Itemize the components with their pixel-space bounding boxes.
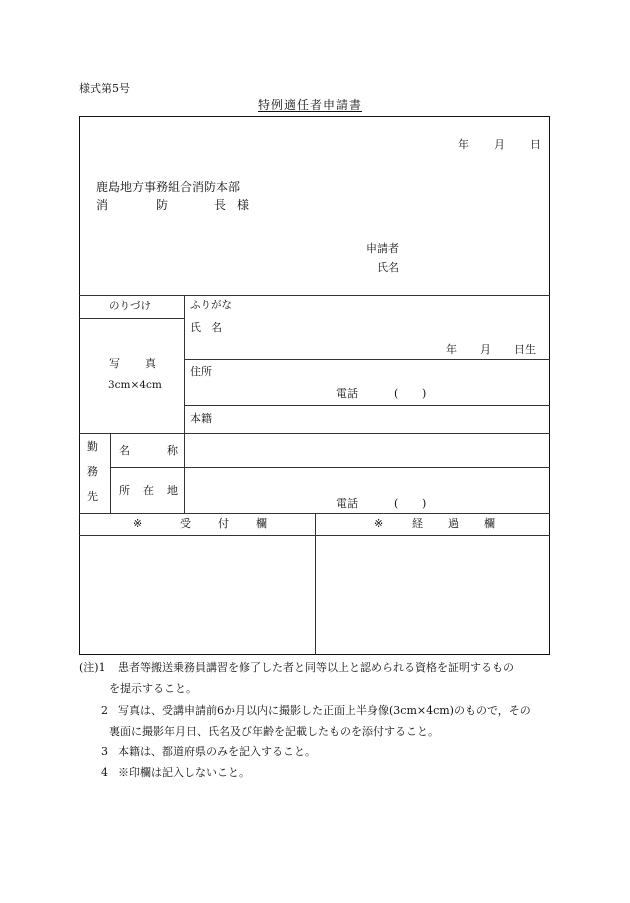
home-phone-label: 電話 — [336, 387, 358, 400]
reception-char-3: 欄 — [256, 517, 267, 530]
form-number: 様式第5号 — [79, 82, 130, 95]
workplace-label-char-3: 先 — [87, 490, 98, 503]
address-label: 住所 — [190, 365, 212, 378]
photo-label-char-2: 真 — [145, 357, 156, 370]
divider-address — [184, 405, 550, 406]
birth-day-label: 日生 — [514, 343, 536, 356]
addressee-char-4: 様 — [237, 198, 250, 212]
date-day-label: 日 — [530, 138, 541, 151]
reception-mark: ※ — [133, 517, 143, 530]
divider-header — [79, 295, 550, 296]
workplace-label-char-2: 務 — [87, 465, 98, 478]
reception-char-2: 付 — [218, 517, 229, 530]
note-4-number: 4 — [101, 766, 108, 779]
divider-office-columns — [315, 513, 316, 655]
work-phone-paren-open: ( — [394, 497, 399, 510]
home-phone-paren-close: ) — [422, 387, 427, 400]
reception-char-1: 受 — [180, 517, 191, 530]
divider-photo-column — [184, 295, 185, 513]
date-year-label: 年 — [458, 138, 469, 151]
page-title: 特例適任者申請書 — [258, 98, 363, 112]
note-3: 本籍は、都道府県のみを記入すること。 — [118, 745, 316, 758]
work-location-label-char-3: 地 — [167, 484, 178, 497]
divider-domicile — [79, 433, 550, 434]
note-1-line-2: を提示すること。 — [109, 682, 197, 695]
note-4: ※印欄は記入しないこと。 — [118, 766, 250, 779]
work-location-label-char-1: 所 — [119, 484, 130, 497]
divider-workplace-label — [110, 433, 111, 513]
progress-char-2: 過 — [448, 517, 459, 530]
work-phone-label: 電話 — [336, 497, 358, 510]
date-month-label: 月 — [494, 138, 505, 151]
note-2-line-1: 写真は、受講申請前6か月以内に撮影した正面上半身像(3cm×4cm)のもので，その — [118, 704, 531, 717]
name-label-char-1: 氏 — [190, 321, 201, 334]
note-2-line-2: 裏面に撮影年月日、氏名及び年齢を記載したものを添付すること。 — [109, 725, 439, 738]
note-3-number: 3 — [101, 745, 108, 758]
applicant-label: 申請者 — [366, 242, 399, 255]
applicant-name-label: 氏名 — [377, 261, 399, 274]
divider-paste-label — [79, 318, 184, 319]
divider-name — [184, 359, 550, 360]
notes-prefix: (注)1 — [79, 661, 106, 674]
progress-mark: ※ — [374, 517, 384, 530]
name-label-char-2: 名 — [211, 321, 222, 334]
note-2-number: 2 — [101, 704, 108, 717]
workplace-label-char-1: 勤 — [87, 440, 98, 453]
addressee-char-3: 長 — [214, 198, 227, 212]
addressee-char-2: 防 — [156, 198, 169, 212]
note-1-line-1: 患者等搬送乗務員講習を修了した者と同等以上と認められる資格を証明するもの — [118, 661, 514, 674]
domicile-label: 本籍 — [190, 412, 212, 425]
progress-char-1: 経 — [412, 517, 423, 530]
addressee-char-1: 消 — [96, 198, 109, 212]
work-phone-paren-close: ) — [422, 497, 427, 510]
progress-char-3: 欄 — [484, 517, 495, 530]
home-phone-paren-open: ( — [394, 387, 399, 400]
work-name-label-char-1: 名 — [119, 444, 130, 457]
photo-label-char-1: 写 — [109, 357, 120, 370]
work-location-label-char-2: 在 — [143, 484, 154, 497]
birth-year-label: 年 — [446, 343, 457, 356]
paste-here-label: のりづけ — [109, 300, 151, 312]
birth-month-label: 月 — [480, 343, 491, 356]
addressee-organization: 鹿島地方事務組合消防本部 — [96, 180, 241, 194]
work-name-label-char-2: 称 — [167, 444, 178, 457]
divider-work-name — [110, 467, 550, 468]
furigana-label: ふりがな — [190, 299, 232, 311]
photo-size-label: 3cm×4cm — [108, 379, 162, 391]
